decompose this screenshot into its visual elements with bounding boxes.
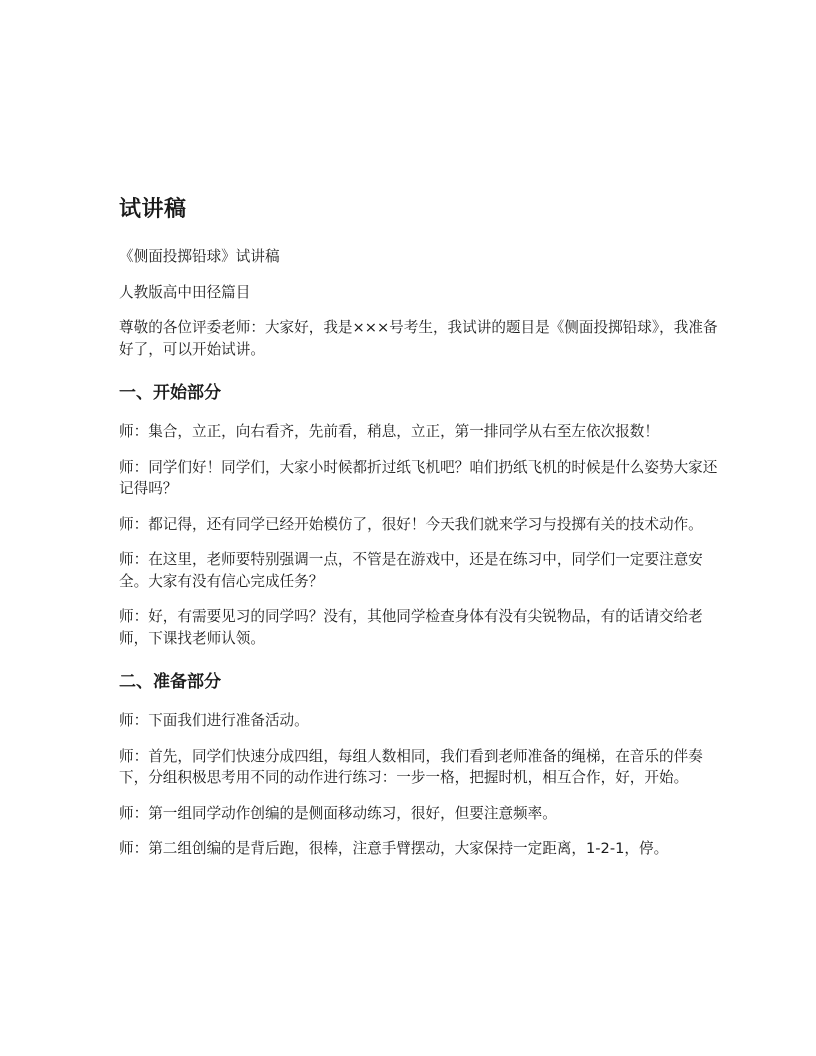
opening-greeting: 尊敬的各位评委老师：大家好，我是×××号考生，我试讲的题目是《侧面投掷铅球》，我准备好了，可以开始试讲。 [119, 319, 718, 358]
paragraph: 师：都记得，还有同学已经开始模仿了，很好！今天我们就来学习与投掷有关的技术动作。 [119, 515, 703, 533]
document-title: 试讲稿 [119, 197, 187, 222]
paragraph: 师：第二组创编的是背后跑，很棒，注意手臂摆动，大家保持一定距离，1-2-1，停。 [119, 840, 669, 857]
paragraph: 师：好，有需要见习的同学吗？没有，其他同学检查身体有没有尖锐物品，有的话请交给老师，下课找老师认领。 [119, 608, 703, 647]
paragraph: 师：下面我们进行准备活动。 [119, 712, 309, 729]
paragraph: 师：首先，同学们快速分成四组，每组人数相同，我们看到老师准备的绳梯，在音乐的伴奏下，分组积极思考用不同的动作进行练习：一步一格，把握时机，相互合作，好，开始。 [119, 747, 703, 786]
paragraph: 师：在这里，老师要特别强调一点，不管是在游戏中，还是在练习中，同学们一定要注意安全。大家有没有信心完成任务？ [119, 551, 703, 590]
paragraph: 师：同学们好！同学们，大家小时候都折过纸飞机吧？咱们扔纸飞机的时候是什么姿势大家还记得吗？ [119, 458, 718, 497]
textbook-line: 人教版高中田径篇目 [119, 283, 251, 301]
document-body [119, 194, 719, 874]
section-heading-prep: 二、准备部分 [119, 672, 221, 692]
paragraph: 师：集合，立正，向右看齐，先前看，稍息，立正，第一排同学从右至左依次报数！ [119, 423, 659, 440]
paragraph: 师：第一组同学动作创编的是侧面移动练习，很好，但要注意频率。 [119, 804, 557, 822]
lesson-title-line: 《侧面投掷铅球》试讲稿 [119, 248, 280, 265]
section-heading-start: 一、开始部分 [119, 383, 221, 403]
